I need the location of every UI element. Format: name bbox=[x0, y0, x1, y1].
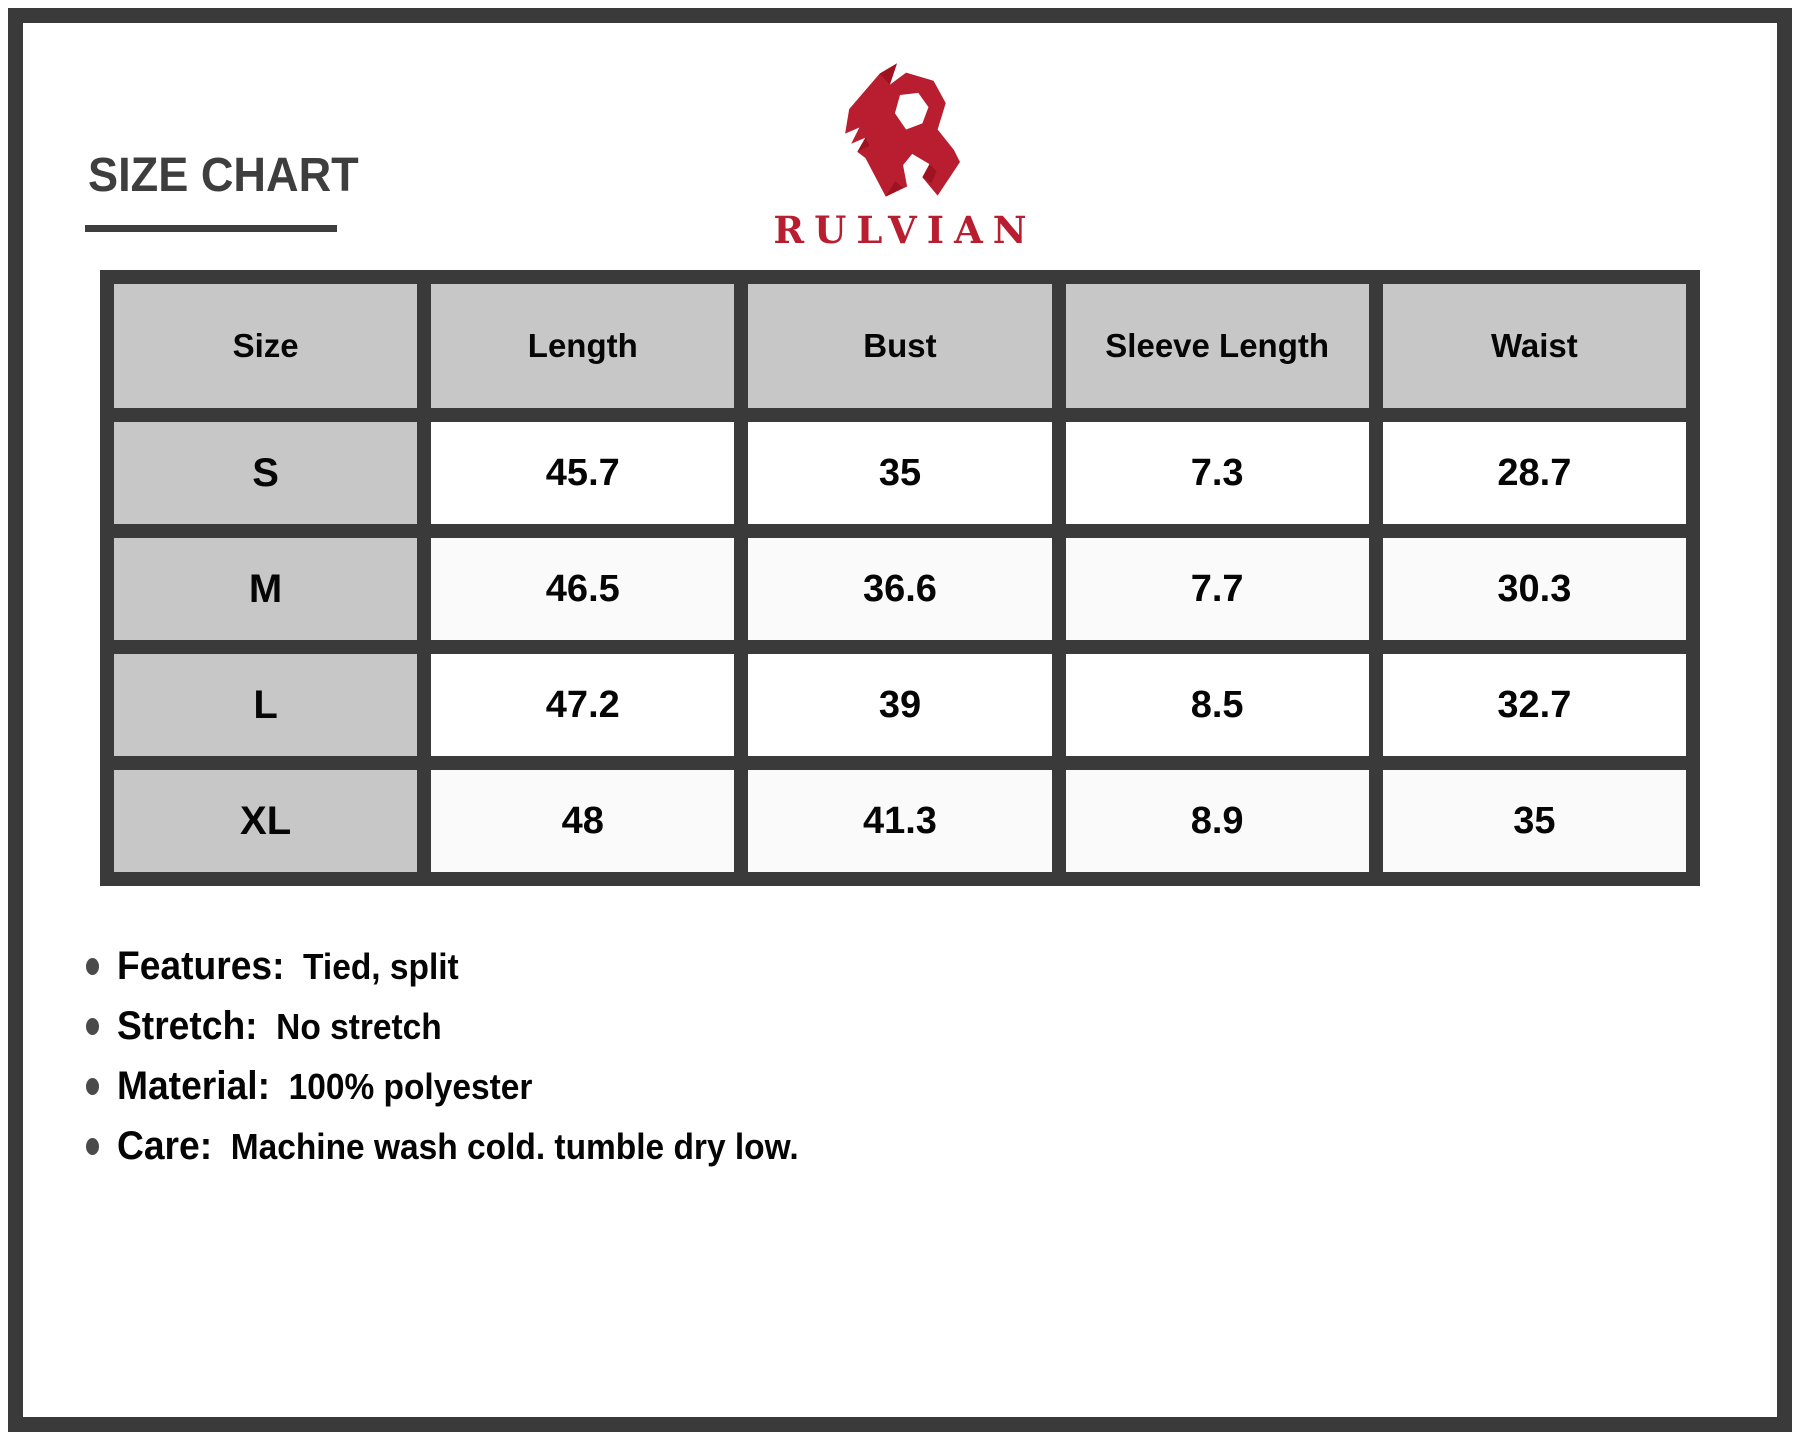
col-header-waist: Waist bbox=[1383, 284, 1686, 408]
cell-m-size: M bbox=[114, 538, 417, 640]
brand-logo-r-icon bbox=[839, 60, 961, 198]
detail-value: Tied, split bbox=[303, 945, 459, 987]
col-header-bust: Bust bbox=[748, 284, 1051, 408]
cell-xl-waist: 35 bbox=[1383, 770, 1686, 872]
table-row-xl bbox=[114, 770, 1686, 872]
size-table bbox=[100, 270, 1700, 886]
cell-m-length: 46.5 bbox=[431, 538, 734, 640]
bullet-icon bbox=[86, 1078, 99, 1095]
bullet-icon bbox=[86, 958, 99, 975]
detail-row-material bbox=[86, 1056, 850, 1116]
cell-l-bust: 39 bbox=[748, 654, 1051, 756]
cell-m-waist: 30.3 bbox=[1383, 538, 1686, 640]
size-table-header-row bbox=[114, 284, 1686, 408]
cell-xl-sleeve: 8.9 bbox=[1066, 770, 1369, 872]
col-header-sleeve-length: Sleeve Length bbox=[1066, 284, 1369, 408]
cell-s-size: S bbox=[114, 422, 417, 524]
detail-label: Material: bbox=[117, 1063, 270, 1108]
bullet-icon bbox=[86, 1018, 99, 1035]
brand-logo bbox=[0, 60, 1800, 252]
detail-value: 100% polyester bbox=[288, 1065, 533, 1107]
cell-s-length: 45.7 bbox=[431, 422, 734, 524]
cell-l-waist: 32.7 bbox=[1383, 654, 1686, 756]
detail-label: Stretch: bbox=[117, 1003, 258, 1048]
bullet-icon bbox=[86, 1138, 99, 1155]
cell-l-size: L bbox=[114, 654, 417, 756]
detail-label: Features: bbox=[117, 943, 285, 988]
cell-l-length: 47.2 bbox=[431, 654, 734, 756]
detail-row-features bbox=[86, 936, 850, 996]
table-row-l bbox=[114, 654, 1686, 756]
detail-label: Care: bbox=[117, 1123, 213, 1168]
cell-l-sleeve: 8.5 bbox=[1066, 654, 1369, 756]
cell-xl-size: XL bbox=[114, 770, 417, 872]
page-title: SIZE CHART bbox=[88, 149, 359, 202]
detail-row-stretch bbox=[86, 996, 850, 1056]
product-details-list bbox=[86, 936, 850, 1176]
detail-value: No stretch bbox=[276, 1005, 442, 1047]
cell-s-waist: 28.7 bbox=[1383, 422, 1686, 524]
cell-s-sleeve: 7.3 bbox=[1066, 422, 1369, 524]
detail-value: Machine wash cold. tumble dry low. bbox=[230, 1125, 799, 1167]
table-row-m bbox=[114, 538, 1686, 640]
table-row-s bbox=[114, 422, 1686, 524]
brand-name: RULVIAN bbox=[773, 208, 1037, 252]
cell-s-bust: 35 bbox=[748, 422, 1051, 524]
col-header-length: Length bbox=[431, 284, 734, 408]
cell-xl-length: 48 bbox=[431, 770, 734, 872]
cell-m-sleeve: 7.7 bbox=[1066, 538, 1369, 640]
detail-row-care bbox=[86, 1116, 850, 1176]
col-header-size: Size bbox=[114, 284, 417, 408]
cell-m-bust: 36.6 bbox=[748, 538, 1051, 640]
cell-xl-bust: 41.3 bbox=[748, 770, 1051, 872]
